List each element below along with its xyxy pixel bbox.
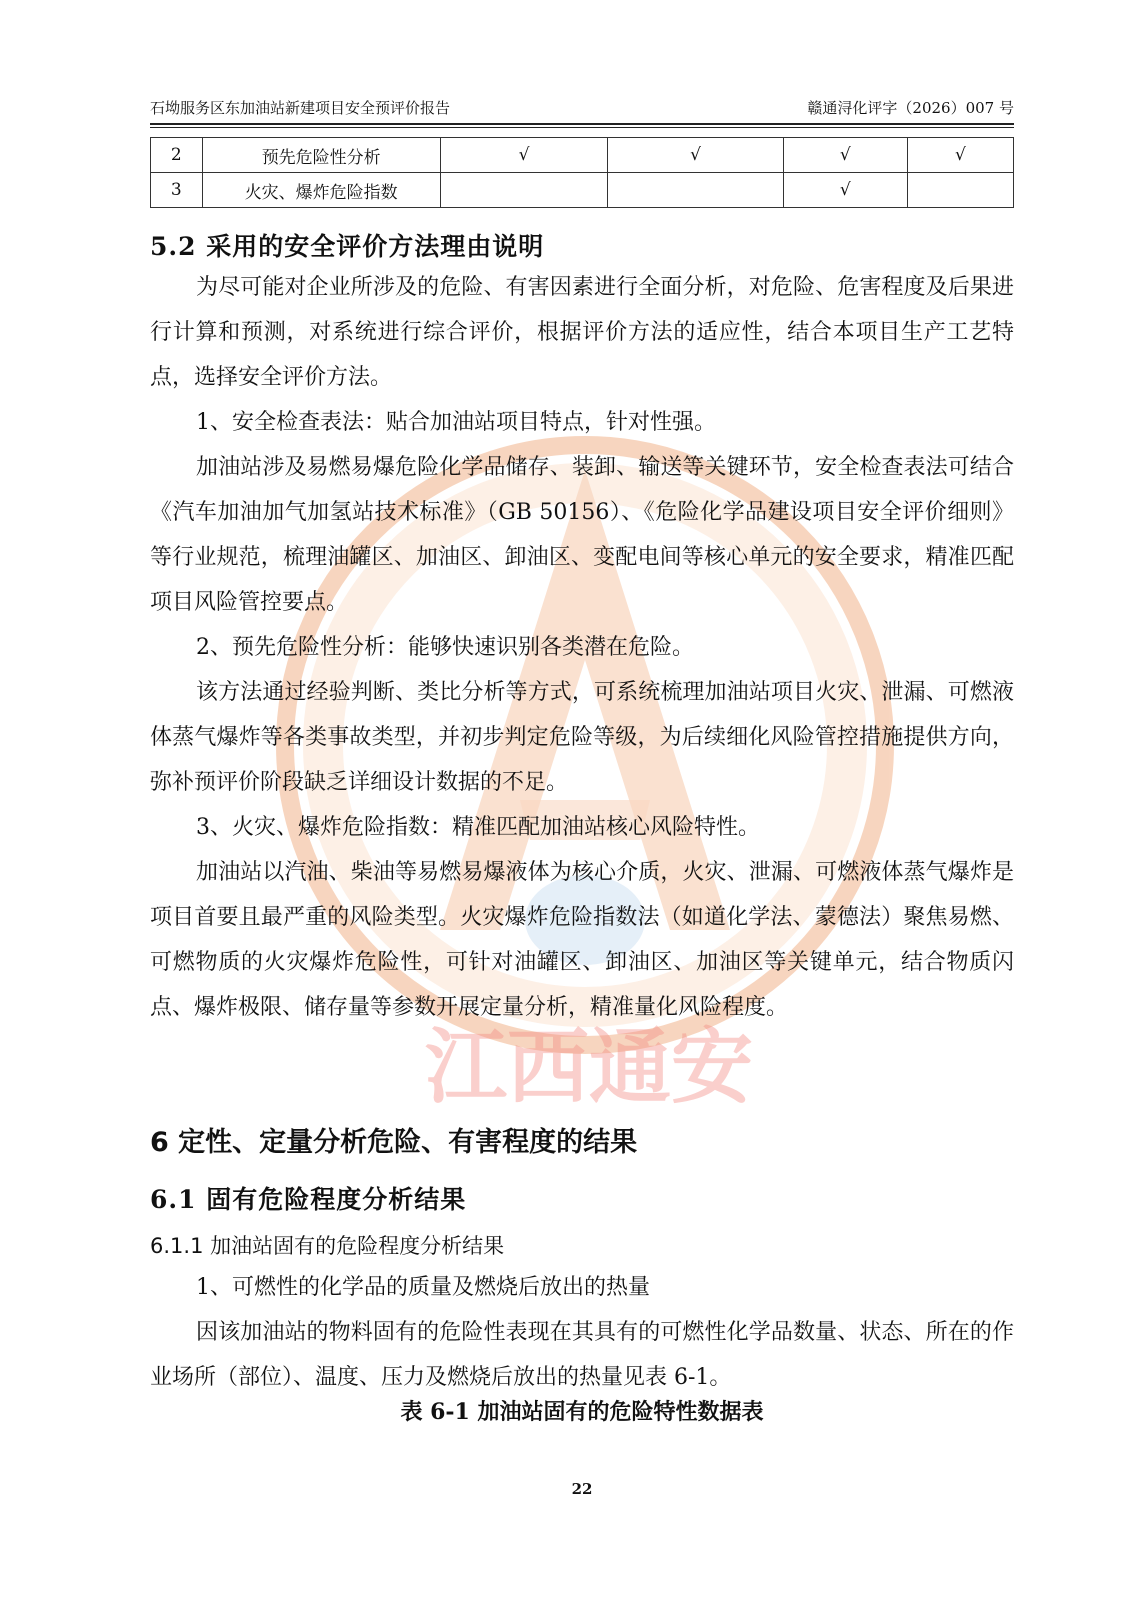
paragraph: 1、可燃性的化学品的质量及燃烧后放出的热量 [196,1275,650,1300]
paragraph: 因该加油站的物料固有的危险性表现在其具有的可燃性化学品数量、状态、所在的作业场所（部位）、温度、压力及燃烧后放出的热量见表 6-1。 [150,1320,1014,1390]
table-cell: √ [608,138,784,173]
table-cell: √ [440,138,608,173]
table-cell: 2 [151,138,203,173]
table-cell: √ [783,138,907,173]
header-report-title: 石坳服务区东加油站新建项目安全预评价报告 [150,99,451,117]
table-cell [440,173,608,208]
paragraph: 加油站涉及易燃易爆危险化学品储存、装卸、输送等关键环节，安全检查表法可结合《汽车加油加气加氢站技术标准》（GB 50156）、《危险化学品建设项目安全评价细则》等行业规范，梳理油罐区、加油区、卸油区、变配电间等核心单元的安全要求，精准匹配项目风险管控要点。 [150,455,1014,615]
page-header [150,97,1014,121]
paragraph: 3、火灾、爆炸危险指数：精准匹配加油站核心风险特性。 [196,815,760,840]
table-cell: √ [907,138,1013,173]
table-caption: 表 6-1 加油站固有的危险特性数据表 [400,1399,764,1425]
table-cell: 预先危险性分析 [202,138,440,173]
table-cell [608,173,784,208]
paragraph: 1、安全检查表法：贴合加油站项目特点，针对性强。 [196,410,716,435]
header-rule [150,123,1014,125]
table-row [151,138,1014,173]
watermark-brand-text: 江西通安 [425,1020,754,1115]
header-rule-thin [150,127,1014,128]
table-cell: 火灾、爆炸危险指数 [202,173,440,208]
chapter-heading: 6 定性、定量分析危险、有害程度的结果 [150,1127,638,1158]
page-number: 22 [571,1480,593,1498]
subsection-heading: 6.1.1 加油站固有的危险程度分析结果 [150,1234,505,1258]
paragraph: 2、预先危险性分析：能够快速识别各类潜在危险。 [196,635,694,660]
table-cell: √ [783,173,907,208]
section-heading: 5.2 采用的安全评价方法理由说明 [150,232,545,261]
section-heading: 6.1 固有危险程度分析结果 [150,1185,467,1214]
paragraph: 加油站以汽油、柴油等易燃易爆液体为核心介质，火灾、泄漏、可燃液体蒸气爆炸是项目首要且最严重的风险类型。火灾爆炸危险指数法（如道化学法、蒙德法）聚焦易燃、可燃物质的火灾爆炸危险性，可针对油罐区、卸油区、加油区等关键单元，结合物质闪点、爆炸极限、储存量等参数开展定量分析，精准量化风险程度。 [150,860,1014,1020]
table-cell [907,173,1013,208]
header-document-number: 赣通浔化评字（2026）007 号 [807,99,1014,117]
table-cell: 3 [151,173,203,208]
method-table [150,137,1014,208]
paragraph: 该方法通过经验判断、类比分析等方式，可系统梳理加油站项目火灾、泄漏、可燃液体蒸气爆炸等各类事故类型，并初步判定危险等级，为后续细化风险管控措施提供方向，弥补预评价阶段缺乏详细设计数据的不足。 [150,680,1014,795]
table-row [151,173,1014,208]
paragraph: 为尽可能对企业所涉及的危险、有害因素进行全面分析，对危险、危害程度及后果进行计算和预测，对系统进行综合评价，根据评价方法的适应性，结合本项目生产工艺特点，选择安全评价方法。 [150,275,1014,390]
